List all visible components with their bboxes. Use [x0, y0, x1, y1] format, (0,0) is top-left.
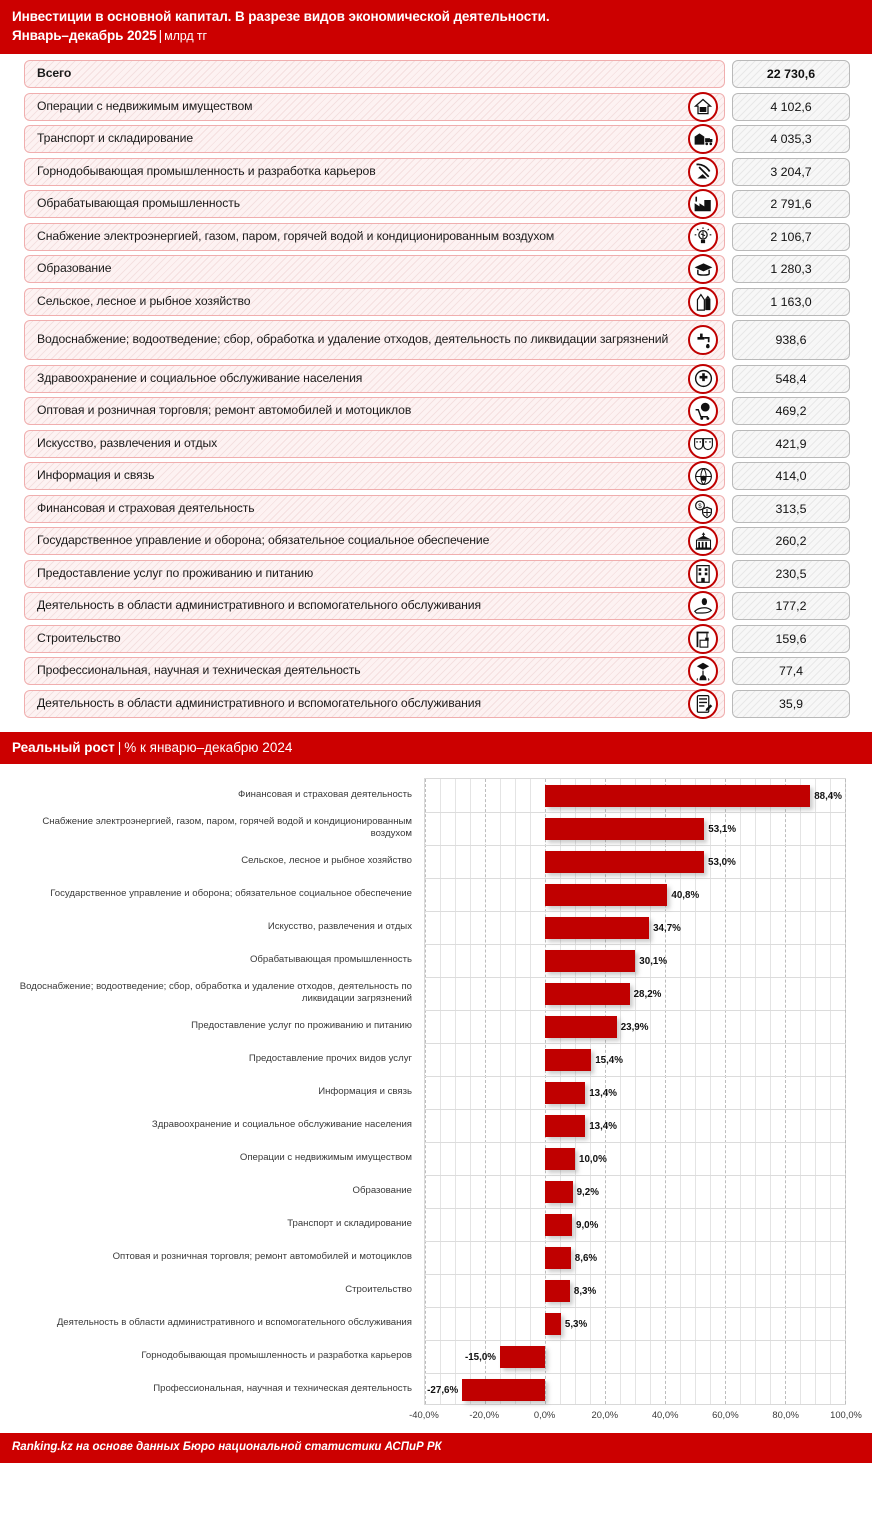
- table-row-label: Сельское, лесное и рыбное хозяйство: [37, 293, 251, 308]
- table-row-value: 2 106,7: [732, 223, 850, 251]
- chart-bar-value-label: 9,0%: [576, 1219, 599, 1231]
- chart-bar-value-label: 13,4%: [589, 1087, 617, 1099]
- table-row-label: Транспорт и складирование: [37, 131, 194, 146]
- table-row-value: 548,4: [732, 365, 850, 393]
- table-row-label: Финансовая и страховая деятельность: [37, 500, 255, 515]
- table-row: [24, 495, 850, 523]
- table-row: [24, 125, 850, 153]
- chart-gridline-horizontal: [425, 1340, 845, 1341]
- chart-gridline-horizontal: [425, 845, 845, 846]
- crane-icon: [688, 624, 718, 654]
- chart-bar-value-label: -15,0%: [464, 1351, 496, 1363]
- real-growth-title: Реальный рост: [12, 740, 115, 755]
- table-row: [24, 592, 850, 620]
- chart-gridline-minor: [680, 779, 681, 1404]
- table-row-label: Деятельность в области административного и вспомогательного обслуживания: [37, 598, 482, 613]
- real-growth-banner: [0, 732, 872, 764]
- chart-x-tick: 40,0%: [651, 1409, 679, 1420]
- chart-gridline-horizontal: [425, 911, 845, 912]
- chart-category-label: Строительство: [345, 1283, 412, 1295]
- chart-bar: [545, 1181, 573, 1203]
- chart-x-tick: 60,0%: [712, 1409, 739, 1420]
- header-banner: [0, 0, 872, 54]
- table-row-label-cell: [24, 320, 725, 360]
- growth-bar-chart: [6, 774, 862, 1429]
- table-row-value: 35,9: [732, 690, 850, 718]
- table-row-value: 313,5: [732, 495, 850, 523]
- chart-bar: [545, 1247, 571, 1269]
- chart-bar: [545, 1214, 572, 1236]
- chart-gridline-minor: [455, 779, 456, 1404]
- table-row: [24, 397, 850, 425]
- chart-plot-area: [424, 778, 846, 1405]
- chart-bar-value-label: 88,4%: [814, 790, 842, 802]
- table-row-label: Строительство: [37, 630, 121, 645]
- period-label: Январь–декабрь 2025: [12, 28, 157, 43]
- chart-gridline-horizontal: [425, 1208, 845, 1209]
- investment-table: [0, 54, 872, 732]
- chart-bar-value-label: 5,3%: [564, 1318, 588, 1330]
- chart-bar-value-label: 28,2%: [633, 988, 662, 1000]
- chart-category-label: Горнодобывающая промышленность и разработка карьеров: [141, 1349, 412, 1361]
- table-row-value: 2 791,6: [732, 190, 850, 218]
- chart-gridline-minor: [695, 779, 696, 1404]
- chart-gridline-minor: [650, 779, 651, 1404]
- table-row-label: Профессиональная, научная и техническая деятельность: [37, 663, 361, 678]
- table-row: [24, 690, 850, 718]
- chart-gridline-horizontal: [425, 1142, 845, 1143]
- subheader-separator: |: [117, 740, 122, 755]
- table-row-label: Деятельность в области административного и вспомогательного обслуживания: [37, 695, 482, 710]
- source-footer: Ranking.kz на основе данных Бюро национальной статистики АСПиР РК: [0, 1433, 872, 1463]
- chart-gridline-horizontal: [425, 1274, 845, 1275]
- chart-gridline-horizontal: [425, 1241, 845, 1242]
- table-row: [24, 462, 850, 490]
- table-row: [24, 560, 850, 588]
- graduation-cap-icon: [688, 254, 718, 284]
- chart-gridline-horizontal: [425, 812, 845, 813]
- chart-bar: [545, 1115, 585, 1137]
- table-row: [24, 223, 850, 251]
- table-row: [24, 255, 850, 283]
- chart-gridline-horizontal: [425, 878, 845, 879]
- table-row: [24, 527, 850, 555]
- table-row-label: Горнодобывающая промышленность и разработка карьеров: [37, 163, 376, 178]
- table-row-value: 260,2: [732, 527, 850, 555]
- chart-bar-value-label: 10,0%: [579, 1153, 607, 1165]
- chart-bar: [545, 1082, 585, 1104]
- clipboard-icon: [688, 689, 718, 719]
- chart-gridline-horizontal: [425, 977, 845, 978]
- chart-bar-value-label: 30,1%: [639, 955, 668, 967]
- chart-gridline-horizontal: [425, 1175, 845, 1176]
- chart-gridline-horizontal: [425, 1010, 845, 1011]
- table-row-value: 3 204,7: [732, 158, 850, 186]
- table-row-value: 414,0: [732, 462, 850, 490]
- chart-category-label: Сельское, лесное и рыбное хозяйство: [241, 854, 412, 866]
- table-row-label-cell: [24, 125, 725, 153]
- chart-bar: [462, 1379, 545, 1401]
- chart-gridline-major: [665, 779, 666, 1404]
- chart-bar: [545, 785, 810, 807]
- chart-bar-value-label: 23,9%: [620, 1021, 649, 1033]
- growth-chart-section: [0, 764, 872, 1433]
- table-row-label-cell: [24, 690, 725, 718]
- chart-category-label: Информация и связь: [318, 1085, 412, 1097]
- table-row-label-cell: [24, 288, 725, 316]
- chart-gridline-horizontal: [425, 1307, 845, 1308]
- chart-gridline-minor: [500, 779, 501, 1404]
- table-row-label-cell: [24, 560, 725, 588]
- chart-category-label: Водоснабжение; водоотведение; сбор, обработка и удаление отходов, деятельность по ликвидации загрязнений: [19, 980, 412, 1004]
- chart-category-label: Транспорт и складирование: [287, 1217, 412, 1229]
- chart-gridline-minor: [530, 779, 531, 1404]
- table-row-label-cell: [24, 625, 725, 653]
- table-row-label: Здравоохранение и социальное обслуживание населения: [37, 370, 363, 385]
- table-row-label: Водоснабжение; водоотведение; сбор, обработка и удаление отходов, деятельность по ликвидации загрязнений: [37, 332, 669, 347]
- chart-bar-value-label: 9,2%: [576, 1186, 599, 1198]
- factory-icon: [688, 189, 718, 219]
- chart-gridline-minor: [515, 779, 516, 1404]
- house-icon: [688, 92, 718, 122]
- pickaxe-icon: [688, 157, 718, 187]
- table-row-label-cell: [24, 190, 725, 218]
- chart-bar: [545, 1148, 575, 1170]
- table-row-label-cell: [24, 657, 725, 685]
- table-row-label: Оптовая и розничная торговля; ремонт автомобилей и мотоциклов: [37, 403, 412, 418]
- chart-category-label: Предоставление услуг по проживанию и питанию: [191, 1019, 412, 1031]
- chart-bar: [545, 950, 635, 972]
- chart-category-label: Операции с недвижимым имуществом: [239, 1151, 412, 1163]
- table-row-label-cell: [24, 158, 725, 186]
- chart-gridline-major: [785, 779, 786, 1404]
- table-row-value: 421,9: [732, 430, 850, 458]
- chart-bar: [545, 884, 667, 906]
- chart-gridline-minor: [635, 779, 636, 1404]
- table-row-label-cell: [24, 223, 725, 251]
- table-row: [24, 190, 850, 218]
- theatre-masks-icon: [688, 429, 718, 459]
- chart-bar: [545, 851, 704, 873]
- chart-gridline-horizontal: [425, 1076, 845, 1077]
- chart-gridline-horizontal: [425, 1373, 845, 1374]
- chart-gridline-minor: [470, 779, 471, 1404]
- chart-bar-value-label: -27,6%: [427, 1384, 459, 1396]
- chart-gridline-major: [725, 779, 726, 1404]
- table-row-label-cell: [24, 592, 725, 620]
- chart-bar: [545, 1016, 617, 1038]
- chart-category-label: Искусство, развлечения и отдых: [267, 920, 412, 932]
- chart-bar: [545, 1049, 591, 1071]
- table-row-label-cell: [24, 527, 725, 555]
- table-row-value: 4 035,3: [732, 125, 850, 153]
- table-row-value: 938,6: [732, 320, 850, 360]
- table-row-label-cell: [24, 462, 725, 490]
- table-row-value: 159,6: [732, 625, 850, 653]
- table-row-label-cell: [24, 255, 725, 283]
- table-row: [24, 625, 850, 653]
- hotel-icon: [688, 559, 718, 589]
- chart-x-tick: -40,0%: [409, 1409, 439, 1420]
- table-row-value: 4 102,6: [732, 93, 850, 121]
- table-row-label: Обрабатывающая промышленность: [37, 196, 240, 211]
- chart-category-label: Профессиональная, научная и техническая деятельность: [153, 1382, 412, 1394]
- table-row-label: Искусство, развлечения и отдых: [37, 435, 218, 450]
- chart-gridline-horizontal: [425, 1109, 845, 1110]
- table-row-label: Государственное управление и оборона; обязательное социальное обеспечение: [37, 533, 490, 548]
- chart-category-label: Образование: [352, 1184, 412, 1196]
- hand-service-icon: [688, 591, 718, 621]
- table-row: [24, 158, 850, 186]
- chart-category-label: Снабжение электроэнергией, газом, паром, горячей водой и кондиционированным воздухом: [42, 815, 412, 839]
- shopping-cart-globe-icon: [688, 396, 718, 426]
- chart-gridline-minor: [800, 779, 801, 1404]
- real-growth-subtitle: % к январю–декабрю 2024: [124, 740, 293, 755]
- network-icon: [688, 461, 718, 491]
- table-row-value: 1 163,0: [732, 288, 850, 316]
- table-row-label-cell: [24, 93, 725, 121]
- chart-category-label: Обрабатывающая промышленность: [249, 953, 412, 965]
- chart-bar-value-label: 13,4%: [589, 1120, 617, 1132]
- table-row-label-cell: [24, 60, 725, 88]
- table-row-total: [24, 60, 850, 88]
- chart-bar-value-label: 8,6%: [574, 1252, 598, 1264]
- table-row-label: Предоставление услуг по проживанию и питанию: [37, 565, 314, 580]
- chart-gridline-minor: [815, 779, 816, 1404]
- chart-bar: [545, 1313, 561, 1335]
- table-row-value: 177,2: [732, 592, 850, 620]
- government-building-icon: [688, 526, 718, 556]
- chart-category-label: Финансовая и страховая деятельность: [238, 788, 412, 800]
- chart-gridline-minor: [755, 779, 756, 1404]
- table-row: [24, 320, 850, 360]
- table-row-label-cell: [24, 397, 725, 425]
- farm-silo-icon: [688, 287, 718, 317]
- page-title: Инвестиции в основной капитал. В разрезе видов экономической деятельности.: [12, 9, 550, 24]
- chart-gridline-minor: [440, 779, 441, 1404]
- chart-bar-value-label: 8,3%: [573, 1285, 597, 1297]
- table-row-value: 77,4: [732, 657, 850, 685]
- chart-bar-value-label: 15,4%: [595, 1054, 623, 1066]
- table-row-label-cell: [24, 365, 725, 393]
- table-row: [24, 657, 850, 685]
- chart-gridline-minor: [710, 779, 711, 1404]
- table-row: [24, 93, 850, 121]
- table-row-value: 230,5: [732, 560, 850, 588]
- chart-x-tick: 80,0%: [772, 1409, 799, 1420]
- chart-gridline-major: [845, 779, 846, 1404]
- chart-x-tick: 100,0%: [830, 1409, 862, 1420]
- table-row: [24, 288, 850, 316]
- chart-bar-value-label: 53,0%: [708, 856, 736, 868]
- chart-gridline-minor: [620, 779, 621, 1404]
- chart-x-tick: -20,0%: [469, 1409, 500, 1420]
- chart-gridline-major: [485, 779, 486, 1404]
- science-icon: [688, 656, 718, 686]
- chart-category-label: Деятельность в области административного и вспомогательного обслуживания: [56, 1316, 412, 1328]
- chart-gridline-major: [425, 779, 426, 1404]
- chart-category-label: Предоставление прочих видов услуг: [248, 1052, 412, 1064]
- finance-shield-icon: [688, 494, 718, 524]
- table-row-label: Всего: [37, 66, 72, 81]
- lightbulb-icon: [688, 222, 718, 252]
- table-row-label: Операции с недвижимым имуществом: [37, 98, 253, 113]
- chart-category-label: Оптовая и розничная торговля; ремонт автомобилей и мотоциклов: [112, 1250, 412, 1262]
- table-row-label: Информация и связь: [37, 468, 155, 483]
- warehouse-truck-icon: [688, 124, 718, 154]
- chart-bar-value-label: 34,7%: [653, 922, 681, 934]
- chart-bar: [545, 818, 704, 840]
- chart-bar: [500, 1346, 545, 1368]
- chart-bar: [545, 1280, 570, 1302]
- title-separator: |: [158, 28, 163, 43]
- unit-label: млрд тг: [164, 29, 207, 43]
- chart-gridline-horizontal: [425, 944, 845, 945]
- chart-x-tick: 20,0%: [591, 1409, 619, 1420]
- table-row-value: 1 280,3: [732, 255, 850, 283]
- chart-bar-value-label: 40,8%: [671, 889, 700, 901]
- table-row: [24, 365, 850, 393]
- chart-bar: [545, 983, 630, 1005]
- table-row-label: Снабжение электроэнергией, газом, паром, горячей водой и кондиционированным воздухом: [37, 228, 555, 243]
- chart-category-label: Государственное управление и оборона; обязательное социальное обеспечение: [50, 887, 412, 899]
- table-row-value: 469,2: [732, 397, 850, 425]
- chart-category-label: Здравоохранение и социальное обслуживание населения: [151, 1118, 412, 1130]
- svg-text:$: $: [697, 502, 702, 510]
- chart-bar-value-label: 53,1%: [708, 823, 737, 835]
- table-row-label-cell: [24, 430, 725, 458]
- table-row-label-cell: [24, 495, 725, 523]
- table-row-value: 22 730,6: [732, 60, 850, 88]
- chart-x-tick: 0,0%: [533, 1409, 556, 1420]
- page-subtitle: [12, 27, 860, 45]
- medical-cross-icon: [688, 364, 718, 394]
- chart-bar: [545, 917, 649, 939]
- table-row: [24, 430, 850, 458]
- table-row-label: Образование: [37, 261, 112, 276]
- chart-gridline-minor: [770, 779, 771, 1404]
- chart-gridline-minor: [830, 779, 831, 1404]
- chart-gridline-minor: [740, 779, 741, 1404]
- chart-gridline-horizontal: [425, 1043, 845, 1044]
- faucet-icon: [688, 325, 718, 355]
